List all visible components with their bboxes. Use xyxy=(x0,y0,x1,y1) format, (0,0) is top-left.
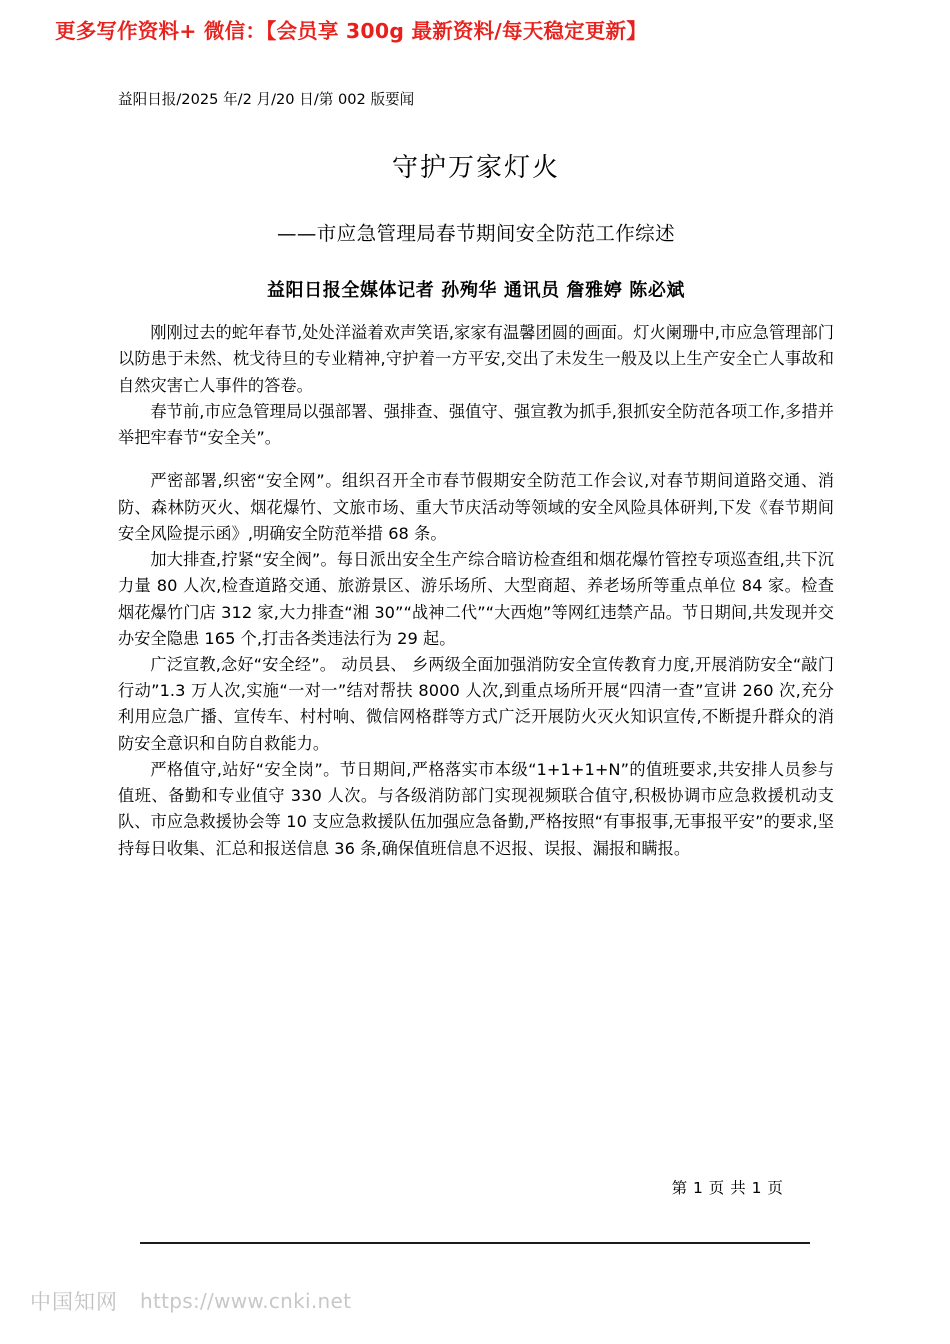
article-body xyxy=(118,320,834,862)
cnki-brand-label: 中国知网 xyxy=(30,1290,118,1314)
masthead-source-line: 益阳日报/2025 年/2 月/20 日/第 002 版要闻 xyxy=(118,91,415,108)
page-indicator: 第 1 页 共 1 页 xyxy=(671,1179,784,1197)
article-paragraph: 春节前,市应急管理局以强部署、强排查、强值守、强宣教为抓手,狠抓安全防范各项工作,多措并举把牢春节“安全关”。 xyxy=(118,401,834,448)
promo-banner xyxy=(55,14,895,44)
article-title: 守护万家灯火 xyxy=(391,152,560,183)
page-footer xyxy=(0,1176,950,1198)
article-paragraph: 严格值守,站好“安全岗”。节日期间,严格落实市本级“1+1+1+N”的值班要求,共安排人员参与值班、备勤和专业值守 330 人次。与各级消防部门实现视频联合值守,积极协调市应急救援机动支队、市应急救援协会等 10 支应急救援队伍加强应急备勤,严格按照“有事报事,无事报平安”的要求,坚持每日收集、汇总和报送信息 36 条,确保值班信息不迟报、误报、漏报和瞒报。 xyxy=(118,759,834,858)
article-paragraph: 严密部署,织密“安全网”。组织召开全市春节假期安全防范工作会议,对春节期间道路交通、消防、森林防灭火、烟花爆竹、文旅市场、重大节庆活动等领域的安全风险具体研判,下发《春节期间安全风险提示函》,明确安全防范举措 68 条。 xyxy=(118,471,834,543)
cnki-url-label: https://www.cnki.net xyxy=(140,1289,352,1313)
document-content xyxy=(118,88,834,862)
article-byline: 益阳日报全媒体记者 孙殉华 通讯员 詹雅婷 陈必斌 xyxy=(266,279,686,301)
article-subtitle: ——市应急管理局春节期间安全防范工作综述 xyxy=(276,222,675,246)
article-paragraph: 加大排查,拧紧“安全阀”。每日派出安全生产综合暗访检查组和烟花爆竹管控专项巡查组,共下沉力量 80 人次,检查道路交通、旅游景区、游乐场所、大型商超、养老场所等重点单位 84 家。检查烟花爆竹门店 312 家,大力排查“湘 30”“战神二代”“大西炮”等网红违禁产品。节日期间,共发现并交办安全隐患 165 个,打击各类违法行为 29 起。 xyxy=(118,550,834,648)
promo-banner-text: 更多写作资料+ 微信：【会员享 300g 最新资料/每天稳定更新】 xyxy=(55,19,647,43)
article-paragraph: 刚刚过去的蛇年春节,处处洋溢着欢声笑语,家家有温馨团圆的画面。灯火阑珊中,市应急管理部门以防患于未然、枕戈待旦的专业精神,守护着一方平安,交出了未发生一般及以上生产安全亡人事故和自然灾害亡人事件的答卷。 xyxy=(118,323,834,395)
article-paragraph: 广泛宣教,念好“安全经”。 动员县、 乡两级全面加强消防安全宣传教育力度,开展消防安全“敲门行动”1.3 万人次,实施“一对一”结对帮扶 8000 人次,到重点场所开展“四清一查”宣讲 260 次,充分利用应急广播、宣传车、村村响、微信网格群等方式广泛开展防火灭火知识宣传,不断提升群众的消防安全意识和自防自救能力。 xyxy=(118,654,834,753)
cnki-watermark xyxy=(30,1286,351,1316)
footer-divider xyxy=(140,1242,810,1244)
